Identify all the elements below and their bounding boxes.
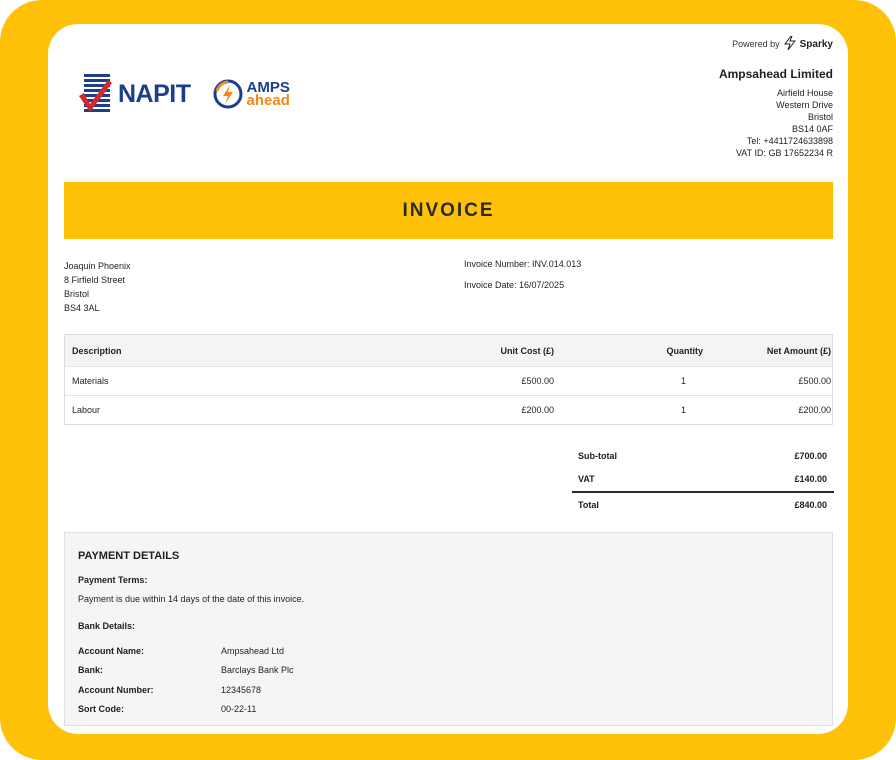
payment-terms-label: Payment Terms:: [78, 575, 148, 585]
table-row: [65, 366, 832, 395]
amps-ahead-logo: [213, 79, 290, 109]
client-address-line: 8 Firfield Street: [64, 275, 126, 285]
cell-unit-cost: £200.00: [521, 405, 554, 415]
payment-terms-text: Payment is due within 14 days of the date of this invoice.: [78, 594, 305, 604]
total-label: Total: [578, 499, 599, 510]
company-address-line: Airfield House: [776, 88, 833, 98]
company-vat: VAT ID: GB 17652234 R: [735, 148, 833, 158]
header-unit-cost: Unit Cost (£): [500, 345, 554, 356]
invoice-title: INVOICE: [402, 199, 495, 221]
subtotal-value: £700.00: [794, 450, 827, 461]
vat-value: £140.00: [794, 473, 827, 484]
ahead-word: ahead: [246, 92, 290, 109]
header-net-amount: Net Amount (£): [766, 345, 831, 356]
total-row: [572, 491, 834, 516]
cell-quantity: 1: [680, 405, 686, 415]
bank-row-value: 00-22-11: [221, 704, 257, 715]
invoice-number: Invoice Number: INV.014.013: [464, 259, 582, 269]
totals-block: [572, 444, 834, 516]
payment-details: [64, 532, 833, 726]
table-header: [65, 335, 832, 366]
napit-logo: [78, 74, 191, 114]
table-row: [65, 395, 832, 424]
bank-details-label: Bank Details:: [78, 621, 136, 631]
payment-title: PAYMENT DETAILS: [78, 550, 180, 562]
bank-row-value: Ampsahead Ltd: [221, 645, 285, 656]
amps-word: AMPS: [246, 79, 290, 96]
client-address-line: BS4 3AL: [64, 303, 100, 313]
company-address-line: Western Drive: [776, 100, 833, 110]
bank-row-label: Sort Code:: [78, 704, 124, 715]
napit-wordmark: NAPIT: [118, 79, 191, 108]
bank-row-label: Account Number:: [78, 684, 154, 695]
bank-details: [78, 641, 294, 719]
invoice-document: [48, 24, 848, 734]
powered-by: [732, 36, 833, 52]
company-name: Ampsahead Limited: [718, 67, 833, 81]
header-quantity: Quantity: [666, 345, 703, 356]
company-tel: Tel: +4411724633898: [746, 136, 833, 146]
vat-label: VAT: [578, 473, 595, 484]
subtotal-label: Sub-total: [578, 450, 617, 461]
bank-row-label: Bank:: [78, 665, 104, 676]
logos: [78, 74, 290, 114]
bank-row-label: Account Name:: [78, 645, 145, 656]
client-address-line: Bristol: [64, 289, 90, 299]
client-address: [64, 259, 131, 315]
amps-bolt-logo: [213, 79, 243, 109]
bank-row: [78, 661, 294, 681]
company-address-line: BS14 0AF: [791, 124, 833, 134]
invoice-meta: [464, 259, 581, 301]
invoice-banner: [64, 182, 833, 239]
bank-row: [78, 641, 294, 661]
napit-checkmark-logo: [78, 74, 114, 114]
cell-description: Labour: [72, 405, 101, 415]
header-description: Description: [72, 345, 122, 356]
bank-row-value: 12345678: [221, 684, 262, 695]
total-value: £840.00: [794, 499, 827, 510]
sparky-bolt-icon: [784, 36, 796, 52]
client-name: Joaquin Phoenix: [64, 261, 131, 271]
invoice-date: Invoice Date: 16/07/2025: [464, 280, 565, 290]
bank-row-value: Barclays Bank Plc: [221, 665, 294, 676]
sparky-brand: Sparky: [799, 38, 833, 50]
line-items-table: [64, 334, 833, 425]
bank-row: [78, 680, 294, 700]
cell-unit-cost: £500.00: [521, 376, 554, 386]
cell-net-amount: £500.00: [798, 376, 831, 386]
subtotal-row: [572, 444, 834, 467]
vat-row: [572, 467, 834, 490]
company-address-line: Bristol: [807, 112, 833, 122]
company-details: [719, 67, 833, 159]
powered-by-prefix: Powered by: [732, 39, 780, 49]
cell-quantity: 1: [680, 376, 686, 386]
bank-row: [78, 700, 294, 720]
cell-description: Materials: [72, 376, 109, 386]
cell-net-amount: £200.00: [798, 405, 831, 415]
